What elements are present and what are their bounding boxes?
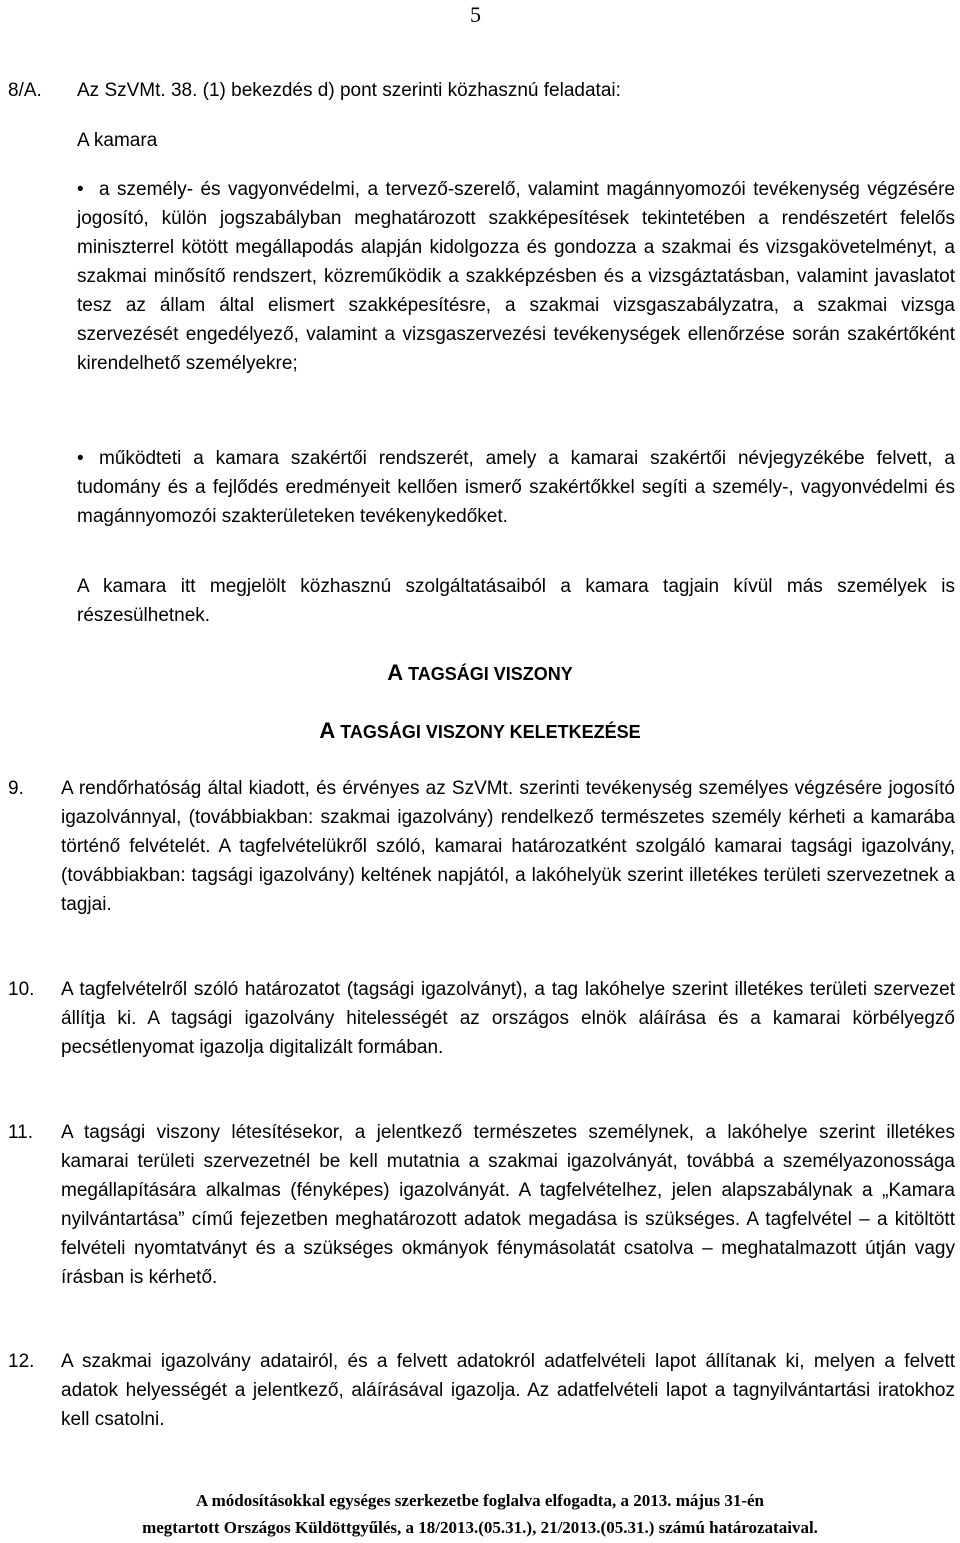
heading-membership-text: TAGSÁGI VISZONY xyxy=(403,664,573,684)
bullet-item-1: a személy- és vagyonvédelmi, a tervező-szerelő, valamint magánnyomozói tevékenység végzésére jogosító, külön jogszabályban meghatározott szakképesítések tekintetében a rendészetért felelős miniszterrel kötött megállapodás alapján kidolgozza és gondozza a szakmai és vizsgakövetelményt, a szakmai minősítő rendszert, közreműködik a szakképzésben és a vizsgáztatásban, valamint javaslatot tesz az állam által elismert szakképesítésre, a szakmai vizsgaszabályzatra, a szakmai vizsga szervezését engedélyező, valamint a vizsgaszervezési tevékenységek ellenőrzése során szakértőként kirendelhető személyekre; xyxy=(77,179,955,374)
heading-membership-initial: A xyxy=(387,660,404,685)
section-text-11: A tagsági viszony létesítésekor, a jelentkező természetes személynek, a lakóhelye szerint illetékes kamarai területi szervezetnél be kell mutatnia a szakmai igazolványát, továbbá a személyazonossága megállapítására alkalmas (fényképes) igazolványát. A tagfelvételhez, jelen alapszabálynak a „Kamara nyilvántartása” című fejezetben meghatározott adatok megadása is szükséges. A tagfelvétel – a kitöltött felvételi nyomtatványt és a szükséges okmányok fénymásolatát csatolva – meghatalmazott útján vagy írásban is kérhető. xyxy=(61,1122,955,1288)
heading-origin-initial: A xyxy=(319,718,336,743)
heading-membership-origin xyxy=(0,718,960,744)
section-number-9: 9. xyxy=(8,778,24,799)
bullet-item-2: működteti a kamara szakértői rendszerét, amely a kamarai szakértői névjegyzékébe felvett, a tudomány és a fejlődés eredményeit kellően ismerő szakértőkkel segíti a személy-, vagyonvédelmi és magánnyomozói szakterületeken tevékenykedőket. xyxy=(77,448,955,527)
footer-line-2: megtartott Országos Küldöttgyűlés, a 18/2013.(05.31.), 21/2013.(05.31.) számú határozataival. xyxy=(142,1518,818,1537)
page-number: 5 xyxy=(470,2,481,27)
section-text-9: A rendőrhatóság által kiadott, és érvényes az SzVMt. szerinti tevékenység személyes végzésére jogosító igazolvánnyal, (továbbiakban: szakmai igazolvány) rendelkező természetes személy kérheti a kamarába történő felvételét. A tagfelvételükről szóló, kamarai határozatként szolgáló kamarai tagsági igazolvány, (továbbiakban: tagsági igazolvány) keltének napjától, a lakóhelyük szerint illetékes területi szervezetnek a tagjai. xyxy=(61,778,955,915)
heading-origin-text: TAGSÁGI VISZONY KELETKEZÉSE xyxy=(335,722,641,742)
bullet-icon: • xyxy=(77,179,84,200)
closing-paragraph: A kamara itt megjelölt közhasznú szolgáltatásaiból a kamara tagjain kívül más személyek is részesülhetnek. xyxy=(77,576,955,626)
intro-subject: A kamara xyxy=(77,130,158,151)
section-label-8a: 8/A. xyxy=(8,80,42,101)
footer-line-1: A módosításokkal egységes szerkezetbe foglalva elfogadta, a 2013. május 31-én xyxy=(195,1491,765,1510)
bullet-icon: • xyxy=(77,448,84,469)
section-number-12: 12. xyxy=(8,1351,35,1372)
section-text-12: A szakmai igazolvány adatairól, és a felvett adatokról adatfelvételi lapot állítanak ki, melyen a felvett adatok helyességét a jelentkező, aláírásával igazolja. Az adatfelvételi lapot a tagnyilvántartási iratokhoz kell csatolni. xyxy=(61,1351,955,1430)
section-text-10: A tagfelvételről szóló határozatot (tagsági igazolványt), a tag lakóhelye szerint illetékes területi szervezet állítja ki. A tagsági igazolvány hitelességét az országos elnök aláírása és a kamarai körbélyegző pecsétlenyomat igazolja digitalizált formában. xyxy=(61,979,955,1058)
section-number-11: 11. xyxy=(8,1122,34,1143)
intro-line: Az SzVMt. 38. (1) bekezdés d) pont szerinti közhasznú feladatai: xyxy=(77,80,621,101)
heading-membership xyxy=(0,660,960,686)
section-number-10: 10. xyxy=(8,979,35,1000)
